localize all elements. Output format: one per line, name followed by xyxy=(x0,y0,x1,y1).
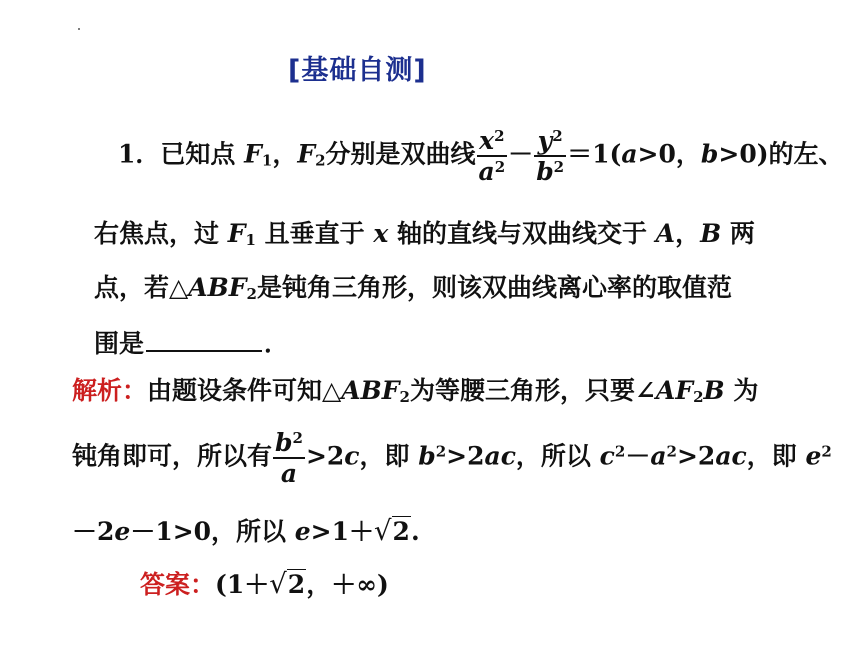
section-title: [基础自测] xyxy=(288,55,427,86)
fraction-b2-over-a: $\frac{b^2}{a}$ xyxy=(275,428,303,488)
answer-sqrt-2: √2 xyxy=(269,568,306,600)
problem-number: 1． xyxy=(118,139,161,169)
answer-blank xyxy=(146,328,262,352)
solution-label: 解析： xyxy=(72,376,148,405)
sqrt-2: √2 xyxy=(374,515,410,547)
fraction-y2-over-b2: $\frac{y^2}{b^2}$ xyxy=(536,126,565,186)
answer-label: 答案： xyxy=(140,570,216,599)
stray-dot xyxy=(78,28,80,30)
fraction-x2-over-a2: $\frac{x^2}{a^2}$ xyxy=(478,126,506,186)
solution-line-2: 钝角即可，所以有 $\frac{b^2}{a}$ >2c，即 $b^2>2ac$，所以 $c^2-a^2>2ac$，即 $e^2$ xyxy=(72,428,832,488)
solution-line-3: －2e－1>0，所以 e>1＋√2. xyxy=(72,515,420,547)
problem-line-2: 右焦点，过 $F_1$ 且垂直于 x 轴的直线与双曲线交于 A，B 两 xyxy=(94,219,755,249)
solution-line-1: 解析：由题设条件可知$\triangle ABF_2$为等腰三角形，只要$\angle AF_2B$ 为 xyxy=(72,376,759,406)
problem-line-3: 点，若$\triangle ABF_2$是钝角三角形，则该双曲线离心率的取值范 xyxy=(94,273,732,303)
problem-line-4: 围是 ． xyxy=(94,329,290,358)
answer-line: 答案：(1＋√2，＋∞) xyxy=(140,568,389,600)
problem-line-1: 1．已知点 $F_1$，$F_2$分别是双曲线 $\frac{x^2}{a^2}$ － $\frac{y^2}{b^2}$ ＝1(a>0，b>0)的左、 xyxy=(118,126,844,186)
